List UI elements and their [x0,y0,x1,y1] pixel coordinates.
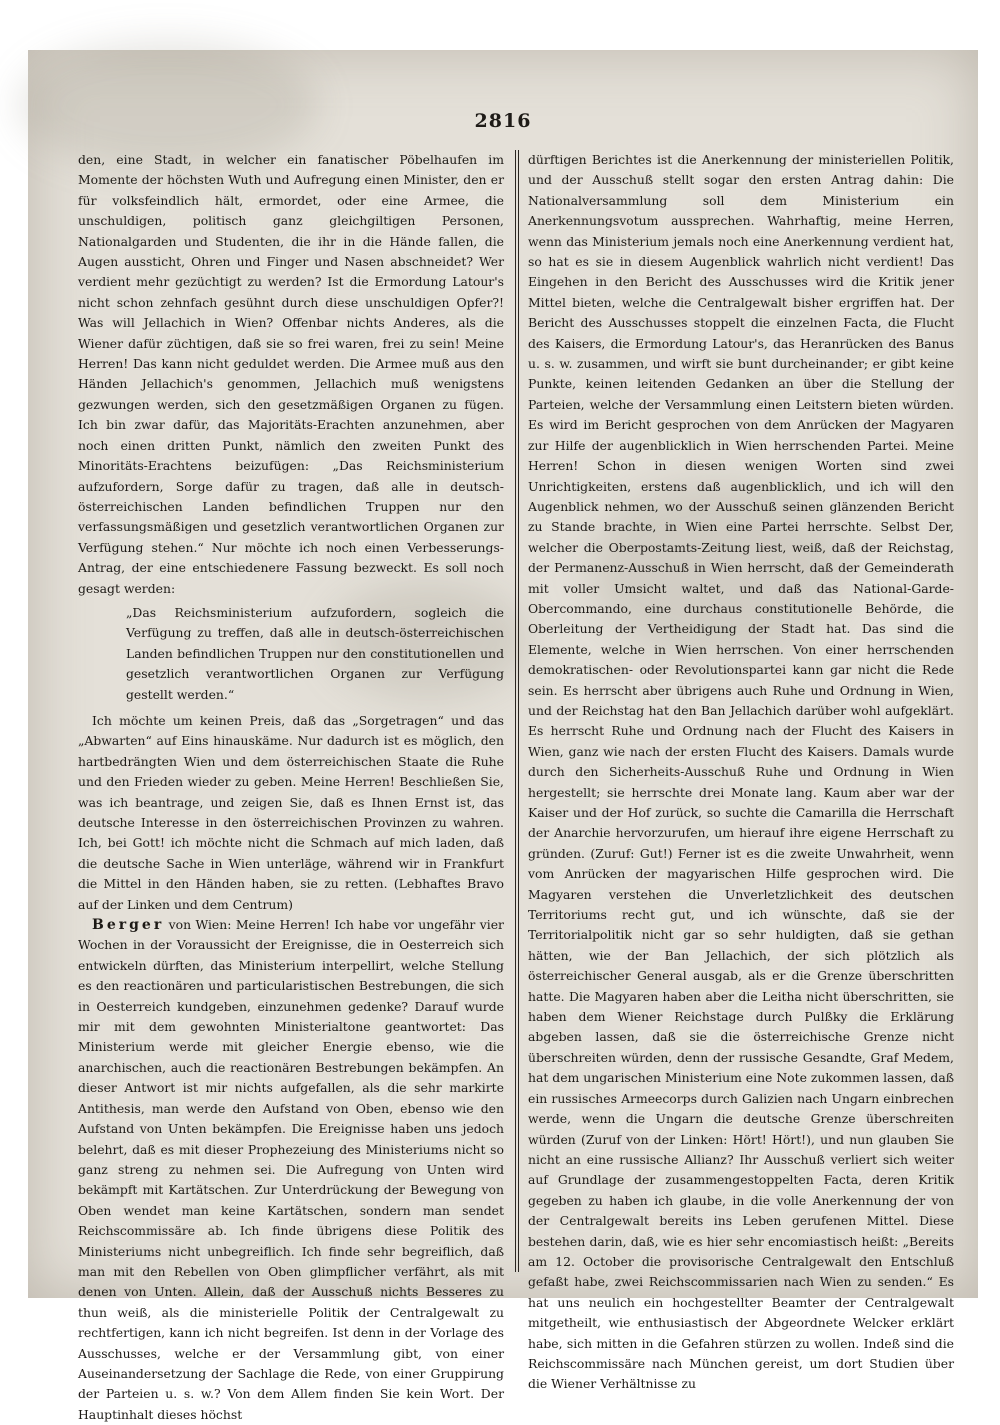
speech-text: von Wien: Meine Herren! Ich habe vor ungefähr vier Wochen in der Voraussicht der Ereignisse, die in Oesterreich sich entwickeln dürften, das Ministerium interpellirt, welche Stellung es den reactionären und particularistischen Bestrebungen, die sich in Oesterreich kundgeben, einzunehmen gedenke? Darauf wurde mir mit dem gewohnten Ministerialtone geantwortet: Das Ministerium werde mit gleicher Energie ebenso, wie die anarchischen, auch die reactionären Bestrebungen bekämpfen. An dieser Antwort ist mir nichts aufgefallen, als die sehr markirte Antithesis, man werde den Aufstand von Oben, ebenso wie den Aufstand von Unten bekämpfen. Die Ereignisse haben uns jedoch belehrt, daß es mit dieser Prophezeiung des Ministeriums nicht so ganz streng zu nehmen sei. Die Aufregung von Unten wird bekämpft mit Kartätschen. Zur Unterdrückung der Bewegung von Oben wendet man keine Kartätschen, sondern man sendet Reichscommissäre ab. Ich finde übrigens diese Politik des Ministeriums nicht unbegreiflich. Ich finde sehr begreiflich, daß man mit den Rebellen von Oben glimpflicher verfährt, als mit denen von Unten. Allein, daß der Ausschuß nichts Besseres zu thun weiß, als die ministerielle Politik der Centralgewalt zu rechtfertigen, kann ich nicht begreifen. Ist denn in der Vorlage des Ausschusses, welche er der Versammlung gibt, von einer Auseinandersetzung der Sachlage die Rede, von einer Gruppirung der Parteien u. s. w.? Von dem Allem finden Sie kein Wort. Der Hauptinhalt dieses höchst [78,917,504,1422]
paragraph: dürftigen Berichtes ist die Anerkennung der ministeriellen Politik, und der Ausschuß stellt sogar den ersten Antrag dahin: Die Nationalversammlung soll dem Ministerium ein Anerkennungsvotum aussprechen. Wahrhaftig, meine Herren, wenn das Ministerium jemals noch eine Anerkennung verdient hat, so hat es sie in diesem Augenblick wahrlich nicht verdient! Das Eingehen in den Bericht des Ausschusses wird die Kritik jener Mittel bieten, welche die Centralgewalt bisher ergriffen hat. Der Bericht des Ausschusses stoppelt die einzelnen Facta, die Flucht des Kaisers, die Ermordung Latour's, das Heranrücken des Banus u. s. w. zusammen, und wirft sie bunt durcheinander; er gibt keine Punkte, keinen leitenden Gedanken an über die Stellung der Parteien, welche der Versammlung einen Leitstern bieten würden. Es wird im Bericht gesprochen von dem Anrücken der Magyaren zur Hilfe der augenblicklich in Wien herrschenden Partei. Meine Herren! Schon in diesen wenigen Worten sind zwei Unrichtigkeiten, erstens daß augenblicklich, und ich will den Augenblick nehmen, wo der Ausschuß seinen glänzenden Bericht zu Stande brachte, in Wien eine Partei herrschte. Selbst Der, welcher die Oberpostamts-Zeitung liest, weiß, daß der Reichstag, der Permanenz-Ausschuß in Wien herrscht, daß der Gemeinderath mit voller Umsicht waltet, und daß das National-Garde-Obercommando, eine durchaus constitutionelle Behörde, die Oberleitung der Vertheidigung der Stadt hat. Das sind die Elemente, welche in Wien herrschen. Von einer herrschenden demokratischen- oder Revolutionspartei kann gar nicht die Rede sein. Es herrscht aber übrigens auch Ruhe und Ordnung in Wien, und der Reichstag hat den Ban Jellachich darüber wohl aufgeklärt. Es herrscht Ruhe und Ordnung nach der Flucht des Kaisers in Wien, ganz wie nach der ersten Flucht des Kaisers. Damals wurde durch den Sicherheits-Ausschuß Ruhe und Ordnung in Wien hergestellt; sie herrschte drei Monate lang. Kaum aber war der Kaiser und der Hof zurück, so suchte die Camarilla die Herrschaft der Anarchie hervorzurufen, um hierauf ihre eigene Herrschaft zu gründen. (Zuruf: Gut!) Ferner ist es die zweite Unwahrheit, wenn vom Anrücken der magyarischen Hilfe gesprochen wird. Die Magyaren verstehen die Unverletzlichkeit des deutschen Territoriums recht gut, und ich wünschte, daß sie der Territorialpolitik nicht gar so sehr huldigten, daß sie gethan hätten, wie der Ban Jellachich, der sich plötzlich als österreichischer General ausgab, als er die Grenze überschritten hatte. Die Magyaren haben aber die Leitha nicht überschritten, sie haben dem Wiener Reichstage durch Pulßky die Erklärung abgeben lassen, daß sie die österreichische Grenze nicht überschreiten würden, denn der russische Gesandte, Graf Medem, hat dem ungarischen Ministerium eine Note zukommen lassen, daß ein russisches Armeecorps durch Galizien nach Ungarn einbrechen werde, wenn die Ungarn die deutsche Grenze überschreiten würden (Zuruf von der Linken: Hört! Hört!), und nun glauben Sie nicht an eine russische Allianz? Ihr Ausschuß verliert sich weiter auf Grundlage der zusammengestoppelten Facta, deren Kritik gegeben zu haben ich glaube, in die volle Anerkennung der von der Centralgewalt bereits ins Leben gerufenen Mittel. Diese bestehen darin, daß, wie es hier sehr encomiastisch heißt: „Bereits am 12. October die provisorische Centralgewalt den Entschluß gefaßt habe, zwei Reichscommissarien nach Wien zu senden.“ Es hat uns neulich ein hochgestellter Beamter der Centralgewalt mitgetheilt, wie enthusiastisch der Abgeordnete Welcker erklärt habe, sich mitten in die Gefahren stürzen zu wollen. Indeß sind die Reichscommissäre nach München gereist, um dort Studien über die Wiener Verhältnisse zu [528,152,954,1392]
paragraph: den, eine Stadt, in welcher ein fanatischer Pöbelhaufen im Momente der höchsten Wuth und Aufregung einen Minister, den er für volksfeindlich hält, ermordet, oder eine Armee, die unschuldigen, politisch ganz gleichgiltigen Personen, Nationalgarden und Studenten, die ihr in die Hände fallen, die Augen aussticht, Ohren und Finger und Nasen abschneidet? Wer verdient mehr gezüchtigt zu werden? Ist die Ermordung Latour's nicht schon zehnfach gesühnt durch diese unschuldigen Opfer?! Was will Jellachich in Wien? Offenbar nichts Anderes, als die Wiener dafür züchtigen, daß sie so frei waren, frei zu sein! Meine Herren! Das kann nicht geduldet werden. Die Armee muß aus den Händen Jellachich's genommen, Jellachich muß wenigstens gezwungen werden, sich den gesetzmäßigen Organen zu fügen. Ich bin zwar dafür, das Majoritäts-Erachten anzunehmen, aber noch einen dritten Punkt, nämlich den zweiten Punkt des Minoritäts-Erachtens beizufügen: „Das Reichsministerium aufzufordern, Sorge dafür zu tragen, daß alle in deutsch-österreichischen Landen befindlichen Truppen nur den verfassungsmäßigen und gesetzlich verantwortlichen Organen zur Verfügung stehen.“ Nur möchte ich noch einen Verbesserungs-Antrag, der eine entschiedenere Fassung bezweckt. Es soll noch gesagt werden: [78,152,504,596]
page-number: 2816 [474,110,532,132]
newspaper-page [28,50,978,1422]
left-column [78,150,504,1422]
speech-paragraph [78,915,504,1425]
paragraph: Ich möchte um keinen Preis, daß das „Sorgetragen“ und das „Abwarten“ auf Eins hinauskäme. Nur dadurch ist es möglich, den hartbedrängten Wien und dem österreichischen Staate die Ruhe und den Frieden wieder zu geben. Meine Herren! Beschließen Sie, was ich beantrage, und zeigen Sie, daß es Ihnen Ernst ist, das deutsche Interesse in den österreichischen Provinzen zu wahren. Ich, bei Gott! ich möchte nicht die Schmach auf mich laden, daß die deutsche Sache in Wien unterläge, während wir in Frankfurt die Mittel in den Händen haben, sie zu retten. (Lebhaftes Bravo auf der Linken und dem Centrum) [78,712,504,912]
column-divider [515,150,519,1272]
quoted-motion: „Das Reichsministerium aufzufordern, sogleich die Verfügung zu treffen, daß alle in deutsch-österreichischen Landen befindlichen Truppen nur den constitutionellen und gesetzlich verantwortlichen Organen zur Verfügung gestellt werden.“ [126,604,504,702]
speaker-name: Berger [92,917,165,934]
right-column [528,150,954,1392]
